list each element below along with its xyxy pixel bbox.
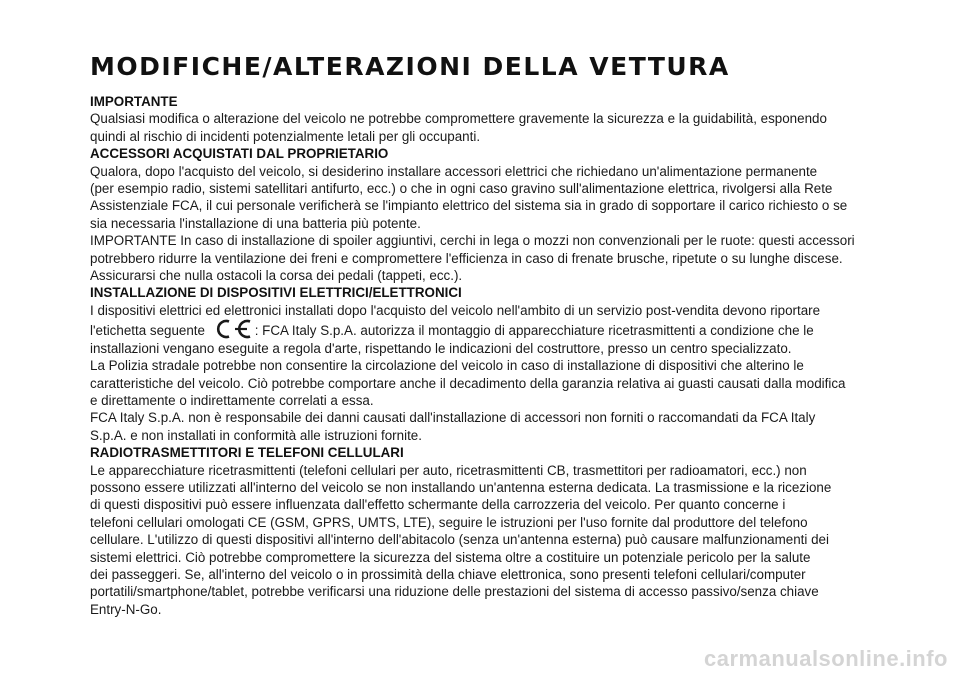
document-page xyxy=(90,52,890,618)
text-line: possono essere utilizzati all'interno del veicolo se non installando un'antenna esterna dedicata. La trasmissione e la ricezione xyxy=(90,479,832,495)
text-line: quindi al rischio di incidenti potenzialmente letali per gli occupanti. xyxy=(90,128,481,144)
text-line: cellulare. L'utilizzo di questi dispositivi all'interno dell'abitacolo (senza un'antenna esterna) può causare malfunzionamenti dei xyxy=(90,532,829,548)
text-line: Entry-N-Go. xyxy=(90,601,162,617)
section-heading: IMPORTANTE xyxy=(90,94,178,109)
section-body xyxy=(90,462,890,619)
text-line: sistemi elettrici. Ciò potrebbe compromettere la sicurezza del sistema oltre a costituire un potenziale pericolo per la salute xyxy=(90,549,811,565)
text-line: Qualsiasi modifica o alterazione del veicolo ne potrebbe compromettere gravemente la sicurezza e la guidabilità, esponendo xyxy=(90,111,827,127)
section-radiotrasmettitori xyxy=(90,444,890,618)
section-body xyxy=(90,110,890,145)
section-body xyxy=(90,163,890,285)
text-line: potrebbero ridurre la ventilazione dei freni e compromettere l'efficienza in caso di frenate brusche, ripetute o su lunghe discese. xyxy=(90,250,843,266)
text-line: caratteristiche del veicolo. Ciò potrebbe comportare anche il decadimento della garanzia relativa ai guasti causati dalla modifica xyxy=(90,375,846,391)
section-heading: RADIOTRASMETTITORI E TELEFONI CELLULARI xyxy=(90,445,404,461)
text-line: I dispositivi elettrici ed elettronici installati dopo l'acquisto del veicolo nell'ambito di un servizio post-vendita devono riportare xyxy=(90,302,821,318)
page-title: MODIFICHE/ALTERAZIONI DELLA VETTURA xyxy=(90,52,730,81)
section-importante xyxy=(90,93,890,145)
text-line: dei passeggeri. Se, all'interno del veicolo o in prossimità della chiave elettronica, sono presenti telefoni cellulari/computer xyxy=(90,566,806,582)
text-line: La Polizia stradale potrebbe non consentire la circolazione del veicolo in caso di installazione di dispositivi che alterino le xyxy=(90,358,804,374)
text-line-with-icon xyxy=(90,319,890,339)
text-line: Le apparecchiature ricetrasmittenti (telefoni cellulari per auto, ricetrasmittenti CB, trasmettitori per radioamatori, ecc.) non xyxy=(90,462,807,478)
section-heading: ACCESSORI ACQUISTATI DAL PROPRIETARIO xyxy=(90,146,389,162)
text-line: Assicurarsi che nulla ostacoli la corsa dei pedali (tappeti, ecc.). xyxy=(90,268,463,284)
text-line: e direttamente o indirettamente correlati a essa. xyxy=(90,392,374,408)
text-line: Assistenziale FCA, il cui personale verificherà se l'impianto elettrico del sistema sia in grado di sopportare il carico richiesto o se xyxy=(90,198,848,214)
text-line: Qualora, dopo l'acquisto del veicolo, si desiderino installare accessori elettrici che richiedano un'alimentazione permanente xyxy=(90,163,818,179)
text-line: (per esempio radio, sistemi satellitari antifurto, ecc.) o che in ogni caso gravino sull'alimentazione elettrica, rivolgersi alla Rete xyxy=(90,181,833,197)
text-line: portatili/smartphone/tablet, potrebbe verificarsi una riduzione delle prestazioni del sistema di accesso passivo/senza chiave xyxy=(90,584,819,600)
text-line: sia necessaria l'installazione di una batteria più potente. xyxy=(90,215,421,231)
text-line: di questi dispositivi può essere influenzata dall'effetto schermante della carrozzeria del veicolo. Per quanto concerne i xyxy=(90,497,786,513)
text-line: FCA Italy S.p.A. non è responsabile dei danni causati dall'installazione di accessori non forniti o raccomandati da FCA Italy xyxy=(90,410,816,426)
text-line: telefoni cellulari omologati CE (GSM, GPRS, UMTS, LTE), seguire le istruzioni per l'uso fornite dal produttore del telefono xyxy=(90,514,808,530)
text-line: IMPORTANTE In caso di installazione di spoiler aggiuntivi, cerchi in lega o mozzi non convenzionali per le ruote: questi accessori xyxy=(90,233,855,249)
text-line: installazioni vengano eseguite a regola d'arte, rispettando le indicazioni del costruttore, presso un centro specializzato. xyxy=(90,340,792,356)
section-installazione xyxy=(90,284,890,444)
watermark-logo: carmanualsonline.info xyxy=(704,646,948,671)
section-heading: INSTALLAZIONE DI DISPOSITIVI ELETTRICI/ELETTRONICI xyxy=(90,285,462,301)
section-body xyxy=(90,302,890,444)
text-fragment: l'etichetta seguente xyxy=(90,323,205,339)
text-line: S.p.A. e non installati in conformità alle istruzioni fornite. xyxy=(90,427,422,443)
section-accessori xyxy=(90,145,890,284)
text-fragment: : FCA Italy S.p.A. autorizza il montaggio di apparecchiature ricetrasmittenti a condizione che le xyxy=(254,323,814,339)
ce-mark-icon xyxy=(209,319,255,339)
